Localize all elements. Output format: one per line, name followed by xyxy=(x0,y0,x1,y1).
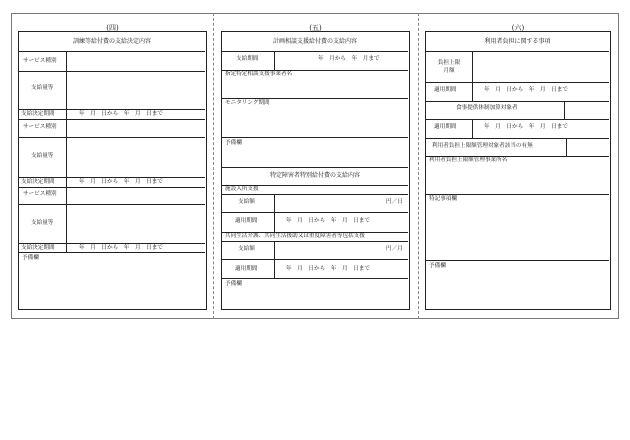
col4-title: 訓練等給付費の支給決定内容 xyxy=(72,38,151,45)
col4-panel xyxy=(18,31,207,310)
col4-amount-label-3: 支給量等 xyxy=(31,220,54,226)
col5-special-title: 特定障害者特別給付費の支給内容 xyxy=(269,172,360,179)
col5-notes-label-1: 予備欄 xyxy=(225,140,242,146)
col6-special-label: 特記事項欄 xyxy=(429,196,457,202)
col6-number: (六) xyxy=(511,24,525,32)
col4-number: (四) xyxy=(106,24,119,32)
col5-notes-label-2: 予備欄 xyxy=(225,281,242,287)
col6-mgmt-label: 利用者負担上限額管理対象者該当の有無 xyxy=(432,143,533,149)
col5-period-label-3: 適用期間 xyxy=(235,266,258,272)
col5-unit-2: 円／月 xyxy=(386,246,403,252)
col4-service-label-1: サービス種別 xyxy=(23,58,57,64)
fold-line-right xyxy=(418,13,419,319)
col4-period-value-1: 年 月 日から 年 月 日まで xyxy=(79,111,163,117)
col5-unit-1: 円／日 xyxy=(386,199,403,205)
col6-title: 利用者負担に関する事項 xyxy=(484,38,551,45)
col4-amount-label-1: 支給量等 xyxy=(31,85,54,91)
col6-meal-label: 食事提供体制加算対象者 xyxy=(456,105,518,111)
col4-period-label-1: 支給決定期間 xyxy=(21,111,55,117)
col4-period-value-2: 年 月 日から 年 月 日まで xyxy=(79,179,163,185)
col4-period-label-3: 支給決定期間 xyxy=(21,245,55,251)
col5-monitoring-label: モニタリング期間 xyxy=(225,100,270,106)
col5-amount-label-1: 支給額 xyxy=(238,199,255,205)
col5-facility-label: 施設入所支援 xyxy=(225,186,259,192)
col6-period-label-2: 適用期間 xyxy=(434,124,457,130)
col4-period-value-3: 年 月 日から 年 月 日まで xyxy=(79,245,163,251)
col6-notes-label: 予備欄 xyxy=(429,263,446,269)
col5-period-value: 年 月から 年 月まで xyxy=(318,56,380,62)
col5-number: (五) xyxy=(309,24,322,32)
col6-period-value-1: 年 月 日から 年 月 日まで xyxy=(484,87,568,93)
col6-period-label-1: 適用期間 xyxy=(434,87,457,93)
fold-line-left xyxy=(213,13,214,319)
col4-amount-label-2: 支給量等 xyxy=(31,153,54,159)
col4-notes-label: 予備欄 xyxy=(22,255,39,261)
col4-period-label-2: 支給決定期間 xyxy=(21,179,55,185)
col4-service-label-3: サービス種別 xyxy=(23,191,57,197)
col5-period-value-3: 年 月 日から 年 月 日まで xyxy=(286,266,370,272)
col5-office-label: 指定特定相談支援事業者名 xyxy=(225,71,293,77)
col5-period-label: 支給期間 xyxy=(236,56,259,62)
col5-panel xyxy=(221,31,410,310)
col6-panel xyxy=(425,31,611,310)
col5-group-label: 共同生活介護、共同生活援助又は重度障害者等包括支援 xyxy=(225,233,365,239)
col6-limit-label: 負担上限 月額 xyxy=(437,60,461,75)
col5-amount-label-2: 支給額 xyxy=(238,246,255,252)
col5-title: 計画相談支援給付費の支給内容 xyxy=(272,38,357,45)
col6-period-value-2: 年 月 日から 年 月 日まで xyxy=(484,124,568,130)
col4-service-label-2: サービス種別 xyxy=(23,124,57,130)
col5-period-label-2: 適用期間 xyxy=(235,218,258,224)
col6-mgmt-office-label: 利用者負担上限額管理事業所名 xyxy=(429,157,508,163)
col5-period-value-2: 年 月 日から 年 月 日まで xyxy=(286,218,370,224)
